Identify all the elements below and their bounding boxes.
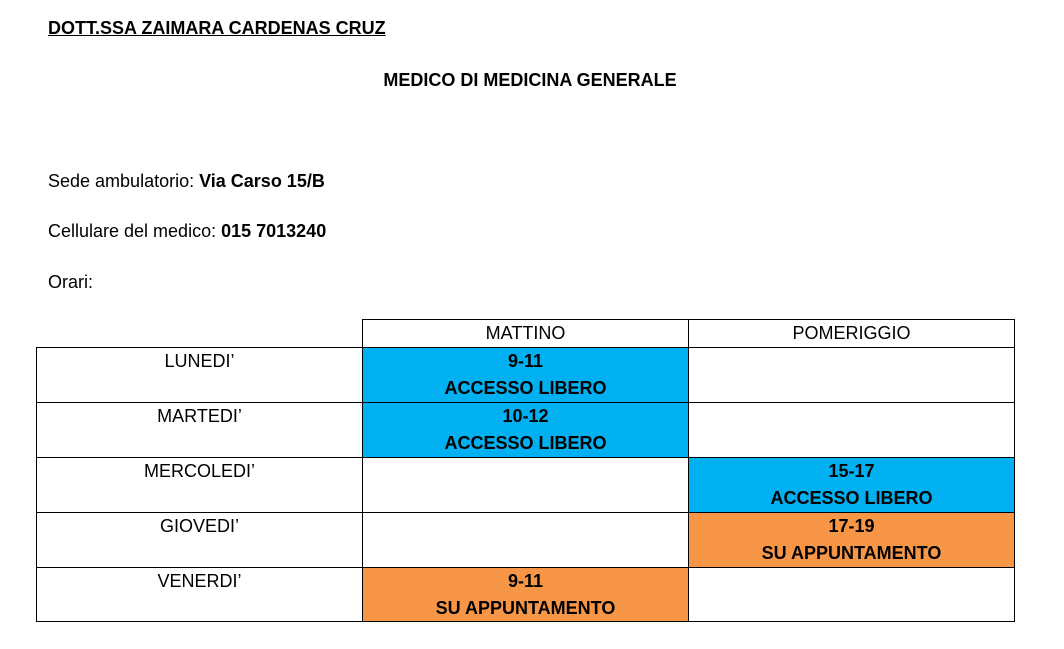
address-value: Via Carso 15/B [199,171,325,191]
slot-time: 9-11 [507,571,544,591]
doctor-name: DOTT.SSA ZAIMARA CARDENAS CRUZ [48,18,386,38]
phone-label: Cellulare del medico: [48,221,222,241]
slot-pomeriggio [688,347,1015,403]
slot-pomeriggio [688,402,1015,458]
slot-note: ACCESSO LIBERO [770,488,933,508]
day-cell: LUNEDI’ [36,347,363,403]
slot-time: 9-11 [507,351,544,371]
slot-pomeriggio [688,567,1015,622]
slot-time: 15-17 [828,461,875,481]
day-cell: MARTEDI’ [36,402,363,458]
slot-time: 10-12 [502,406,549,426]
slot-mattino [362,457,689,513]
slot-time: 17-19 [828,516,875,536]
phone-value: 015 7013240 [221,221,327,241]
day-cell: VENERDI’ [36,567,363,622]
slot-pomeriggio [688,512,1015,568]
hours-label: Orari: [48,272,93,292]
address-label: Sede ambulatorio: [48,171,200,191]
slot-mattino [362,567,689,622]
slot-mattino [362,402,689,458]
slot-pomeriggio [688,457,1015,513]
slot-note: ACCESSO LIBERO [444,433,607,453]
doctor-role: MEDICO DI MEDICINA GENERALE [383,70,677,90]
day-cell: GIOVEDI’ [36,512,363,568]
slot-mattino [362,347,689,403]
day-cell: MERCOLEDI’ [36,457,363,513]
slot-mattino [362,512,689,568]
slot-note: SU APPUNTAMENTO [761,543,942,563]
slot-note: SU APPUNTAMENTO [435,598,616,618]
column-header-mattino: MATTINO [362,319,689,348]
slot-note: ACCESSO LIBERO [444,378,607,398]
column-header-pomeriggio: POMERIGGIO [688,319,1015,348]
